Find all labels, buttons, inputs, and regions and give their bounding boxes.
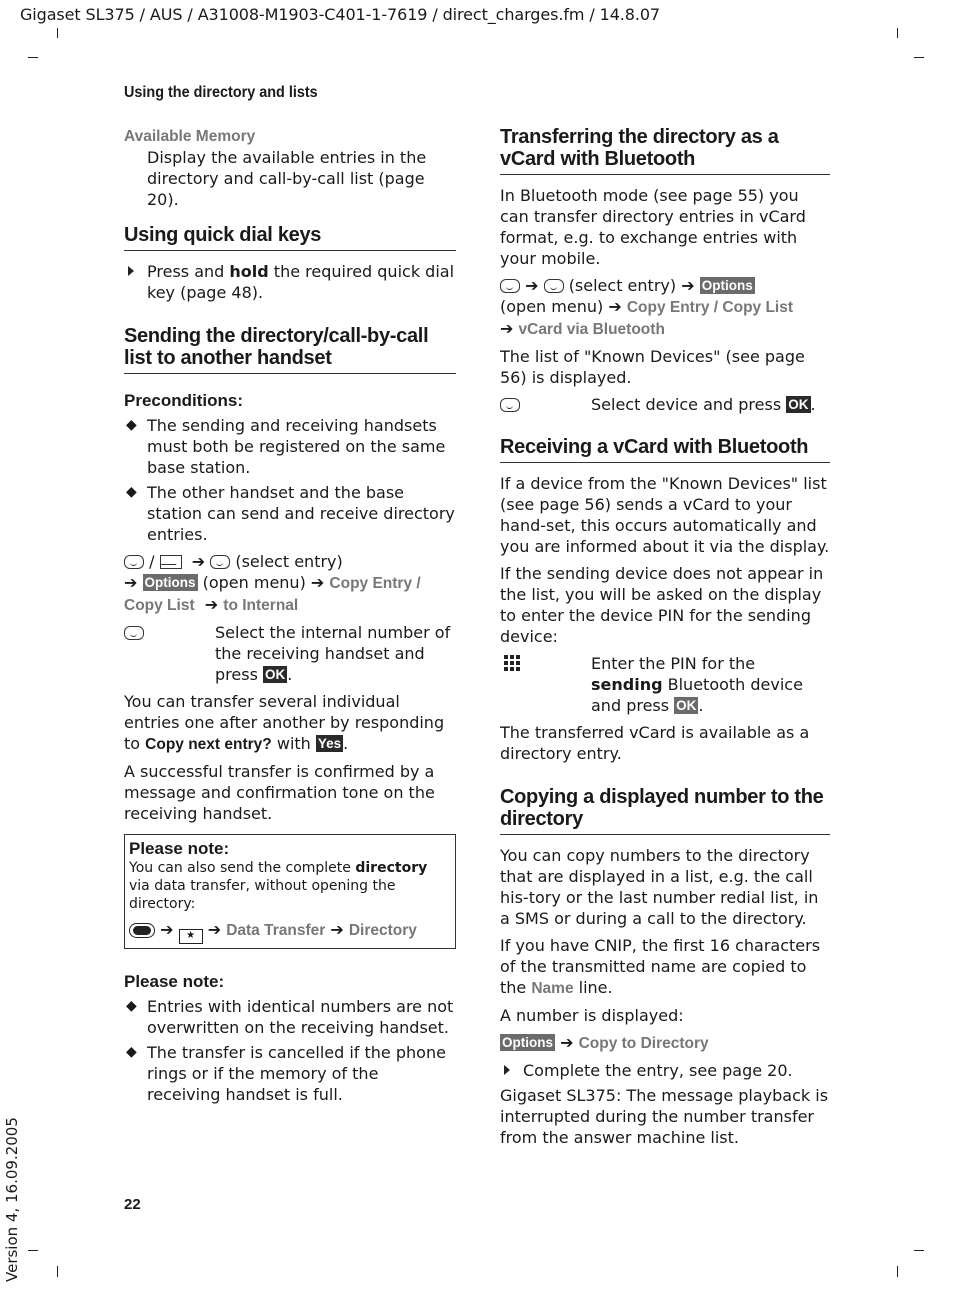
directory-menu: Directory	[348, 922, 417, 939]
left-column	[124, 126, 456, 1109]
arrow-icon: ➔	[207, 920, 222, 939]
crop-mark-br-h	[914, 1250, 924, 1251]
diamond-bullet-icon: ◆	[126, 1044, 137, 1060]
menu-key-icon	[129, 923, 155, 938]
crop-mark-tl-v	[57, 28, 58, 38]
crop-mark-bl-h	[28, 1250, 38, 1251]
please-note-title: Please note:	[124, 972, 225, 991]
star-key-icon: ★	[179, 929, 203, 944]
control-key-icon	[124, 555, 144, 569]
arrow-icon: ➔	[330, 920, 344, 939]
copy-number-p2: If you have CNIP, the first 16 characters of the transmitted name are copied to the Name line.	[500, 936, 821, 997]
vcard-receive-heading: Receiving a vCard with Bluetooth	[500, 436, 830, 463]
sending-heading: Sending the directory/call-by-call list to another handset	[124, 325, 456, 374]
please-note-item: ◆ The transfer is cancelled if the phone rings or if the memory of the receiving handset is full.	[126, 1043, 446, 1104]
please-note-item: ◆ Entries with identical numbers are not overwritten on the receiving handset.	[126, 997, 454, 1037]
crop-mark-br-v	[897, 1266, 898, 1277]
vcard-key-sequence: ➔ (select entry) ➔ Options (open menu) ➔ Copy Entry / Copy List ➔ vCard via Bluetooth	[500, 276, 794, 338]
diamond-bullet-icon: ◆	[126, 417, 137, 433]
copy-number-sequence	[500, 1032, 830, 1054]
arrow-icon: ➔	[608, 297, 622, 316]
note-box	[124, 834, 456, 949]
available-memory-section	[124, 126, 456, 210]
keypad-icon	[500, 653, 522, 677]
sending-key-sequence: / ➔ (select entry) ➔ Options (open menu) ➔ Copy Entry / Copy List ➔ to Internal	[124, 552, 421, 614]
arrow-icon: ➔	[525, 276, 539, 295]
enter-pin-row: Enter the PIN for the sending Bluetooth device and press OK .	[500, 653, 830, 716]
control-key-icon	[210, 555, 230, 569]
arrow-icon: ➔	[681, 276, 695, 295]
ok-softkey: OK	[676, 698, 697, 713]
arrow-icon: ➔	[310, 573, 325, 592]
control-key-icon	[544, 279, 564, 293]
ok-softkey: OK	[788, 397, 809, 412]
available-memory-text: Display the available entries in the directory and call-by-call list (page 20).	[147, 148, 427, 209]
diamond-bullet-icon: ◆	[126, 484, 137, 500]
copy-entry-menu: Copy Entry / Copy List	[626, 299, 794, 316]
copy-list-menu: Copy List	[124, 597, 195, 614]
running-head: Using the directory and lists	[124, 84, 318, 101]
document-header: Gigaset SL375 / AUS / A31008-M1903-C401-1-7619 / direct_charges.fm / 14.8.07	[20, 5, 660, 24]
diamond-bullet-icon: ◆	[126, 998, 137, 1014]
arrow-icon: ➔	[204, 595, 219, 614]
options-softkey: Options	[701, 278, 753, 293]
copy-number-step: Complete the entry, see page 20.	[500, 1060, 830, 1081]
step-arrow-icon	[128, 266, 134, 276]
options-softkey: Options	[144, 575, 196, 590]
known-devices-text: The list of "Known Devices" (see page 56) is displayed.	[500, 347, 805, 387]
transfer-several-text: You can transfer several individual entries one after another by responding to Copy next entry? with Yes .	[124, 692, 445, 753]
crop-mark-bl-v	[57, 1266, 58, 1277]
arrow-icon: ➔	[500, 319, 514, 338]
vcard-transfer-intro: In Bluetooth mode (see page 55) you can transfer directory entries in vCard format, e.g. to exchange entries with your mobile.	[500, 186, 806, 268]
please-note-section	[124, 971, 456, 1105]
vcard-receive-p3: The transferred vCard is available as a directory entry.	[500, 723, 810, 763]
control-key-icon	[500, 279, 520, 293]
select-device-row: Select device and press OK .	[500, 394, 830, 416]
message-key-icon	[160, 555, 182, 569]
yes-softkey: Yes	[317, 736, 342, 751]
note-box-text: You can also send the complete directory via data transfer, without opening the directory:	[129, 860, 428, 912]
page-number: 22	[124, 1196, 141, 1213]
copy-entry-menu: Copy Entry /	[329, 575, 421, 592]
vcard-bluetooth-menu: vCard via Bluetooth	[518, 321, 665, 338]
crop-mark-tl-h	[28, 57, 38, 58]
step-arrow-icon	[504, 1065, 510, 1075]
select-internal-row: Select the internal number of the receiving handset and press OK .	[124, 622, 456, 685]
vcard-receive-p2: If the sending device does not appear in the list, you will be asked on the display to enter the device PIN for the sending device:	[500, 564, 824, 646]
version-label: Version 4, 16.09.2005	[3, 1117, 21, 1282]
preconditions-label: Preconditions:	[124, 391, 244, 410]
vcard-receive-p1: If a device from the "Known Devices" list (see page 56) sends a vCard to your hand-set, this occurs automatically and you are informed about it via the display.	[500, 474, 830, 556]
crop-mark-tr-v	[897, 28, 898, 38]
note-box-title: Please note:	[129, 839, 230, 858]
quick-dial-heading: Using quick dial keys	[124, 224, 456, 251]
control-key-icon	[124, 626, 144, 640]
precondition-item: ◆ The other handset and the base station can send and receive directory entries.	[126, 483, 455, 544]
copy-to-directory-menu: Copy to Directory	[578, 1035, 709, 1052]
sending-section	[124, 325, 456, 824]
quick-dial-step: Press and hold the required quick dial key (page 48).	[124, 261, 456, 303]
vcard-transfer-heading: Transferring the directory as a vCard with Bluetooth	[500, 126, 830, 175]
right-column	[500, 126, 830, 1154]
vcard-transfer-section	[500, 126, 830, 416]
crop-mark-tr-h	[914, 57, 924, 58]
arrow-icon: ➔	[191, 552, 206, 571]
available-memory-term: Available Memory	[124, 128, 256, 145]
vcard-receive-section	[500, 436, 830, 764]
copy-number-p3: A number is displayed:	[500, 1006, 684, 1025]
options-softkey: Options	[502, 1035, 553, 1050]
arrow-icon: ➔	[560, 1033, 574, 1052]
arrow-icon: ➔	[124, 573, 138, 592]
quick-dial-section	[124, 224, 456, 303]
transfer-confirmed-text: A successful transfer is confirmed by a message and confirmation tone on the receiving handset.	[124, 762, 435, 823]
to-internal-menu: to Internal	[223, 597, 299, 614]
copy-number-heading: Copying a displayed number to the directory	[500, 786, 830, 835]
control-key-icon	[500, 398, 520, 412]
ok-softkey: OK	[264, 667, 286, 682]
copy-number-p4: Gigaset SL375: The message playback is interrupted during the number transfer from the answer machine list.	[500, 1086, 829, 1147]
arrow-icon: ➔	[160, 920, 174, 939]
note-box-sequence	[129, 919, 451, 944]
copy-number-section	[500, 786, 830, 1148]
copy-number-p1: You can copy numbers to the directory that are displayed in a list, e.g. the call his-tory or the last number redial list, in a SMS or during a call to the directory.	[500, 846, 819, 928]
data-transfer-menu: Data Transfer	[226, 922, 326, 939]
precondition-item: ◆ The sending and receiving handsets must both be registered on the same base station.	[126, 416, 446, 477]
